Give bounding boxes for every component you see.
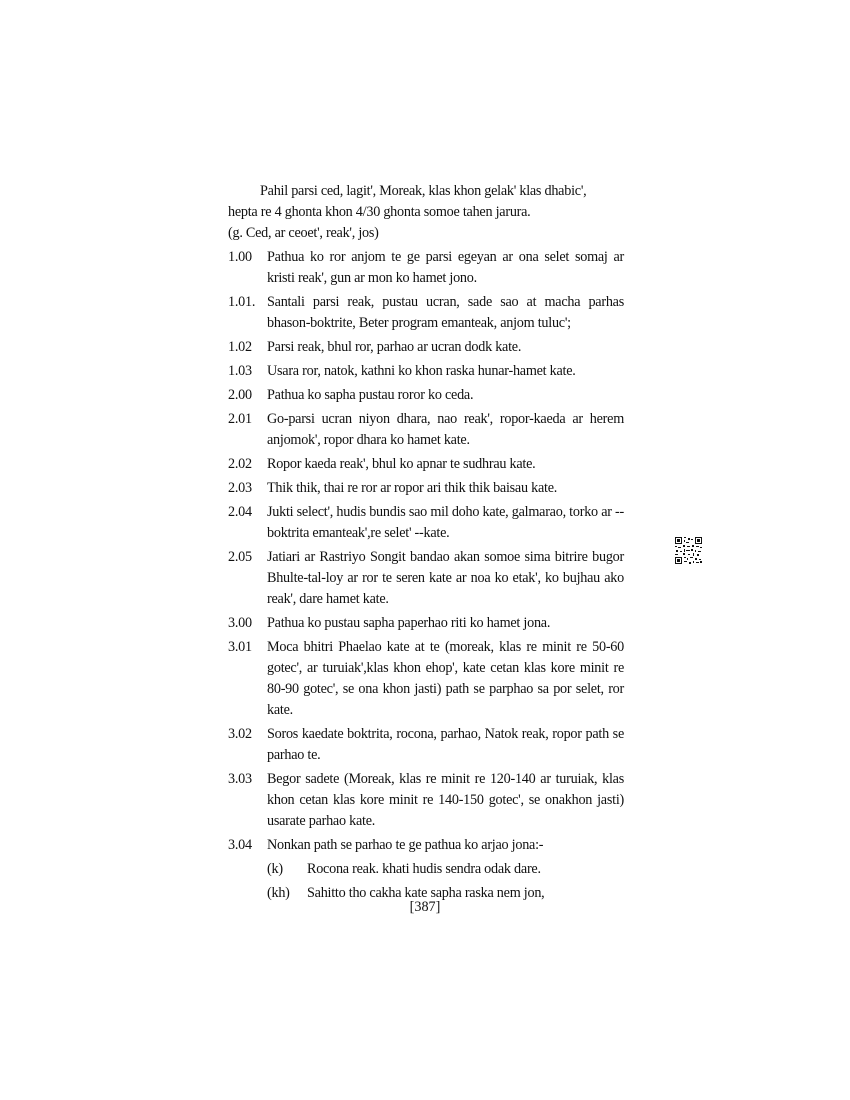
item-text: Begor sadete (Moreak, klas re minit re 120-140 ar turuiak, klas khon cetan klas kore minit re 140-150 gotec', se onakhon jasti) usarate parhao kate. — [267, 771, 624, 829]
list-item — [228, 637, 624, 721]
sub-item-label: (k) — [267, 861, 283, 877]
list-item — [228, 247, 624, 289]
intro-line-1: Pahil parsi ced, lagit', Moreak, klas khon gelak' klas dhabic', — [260, 183, 587, 199]
list-item — [228, 361, 624, 382]
list-item — [228, 292, 624, 334]
item-number: 1.02 — [228, 339, 252, 355]
item-number: 1.00 — [228, 249, 252, 265]
item-number: 3.00 — [228, 615, 252, 631]
sub-item-text: Rocona reak. khati hudis sendra odak dare. — [307, 861, 541, 877]
qr-code-icon — [675, 537, 702, 564]
sub-item-label: (kh) — [267, 885, 290, 901]
item-text: Soros kaedate boktrita, rocona, parhao, Natok reak, ropor path se parhao te. — [267, 726, 624, 763]
list-item — [228, 613, 624, 634]
item-number: 2.03 — [228, 480, 252, 496]
list-item — [228, 547, 624, 610]
item-number: 3.03 — [228, 771, 252, 787]
item-text: Parsi reak, bhul ror, parhao ar ucran dodk kate. — [267, 339, 522, 355]
list-item — [228, 769, 624, 832]
item-text: Pathua ko sapha pustau roror ko ceda. — [267, 387, 474, 403]
item-number: 1.01. — [228, 294, 256, 310]
item-text: Thik thik, thai re ror ar ropor ari thik thik baisau kate. — [267, 480, 558, 496]
item-number: 2.00 — [228, 387, 252, 403]
list-item — [228, 337, 624, 358]
list-item — [228, 385, 624, 406]
item-text: Go-parsi ucran niyon dhara, nao reak', ropor-kaeda ar herem anjomok', ropor dhara ko hamet kate. — [267, 411, 624, 448]
item-number: 1.03 — [228, 363, 252, 379]
item-number: 3.01 — [228, 639, 252, 655]
list-item — [228, 409, 624, 451]
intro-line-3: (g. Ced, ar ceoet', reak', jos) — [228, 225, 379, 241]
list-item — [228, 835, 624, 856]
item-text: Pathua ko pustau sapha paperhao riti ko hamet jona. — [267, 615, 551, 631]
item-number: 2.01 — [228, 411, 252, 427]
item-text: Pathua ko ror anjom te ge parsi egeyan ar ona selet somaj ar kristi reak', gun ar mon ko hamet jono. — [267, 249, 624, 286]
item-text: Nonkan path se parhao te ge pathua ko arjao jona:- — [267, 837, 544, 853]
item-number: 2.04 — [228, 504, 252, 520]
list-item — [228, 724, 624, 766]
sub-item-text: Sahitto tho cakha kate sapha raska nem jon, — [307, 885, 545, 901]
item-text: Usara ror, natok, kathni ko khon raska hunar-hamet kate. — [267, 363, 576, 379]
item-text: Moca bhitri Phaelao kate at te (moreak, klas re minit re 50-60 gotec', ar turuiak',klas khon ehop', kate cetan klas kore minit re 80-90 gotec', se ona khon jasti) path se parphao sa por selet, ror kate. — [267, 639, 624, 718]
item-text: Ropor kaeda reak', bhul ko apnar te sudhrau kate. — [267, 456, 536, 472]
item-text: Jatiari ar Rastriyo Songit bandao akan somoe sima bitrire bugor Bhulte-tal-loy ar ror te seren kate ar noa ko etak', ko bujhau ako reak', dare hamet kate. — [267, 549, 624, 607]
page-number: [387] — [409, 899, 441, 915]
item-number: 2.05 — [228, 549, 252, 565]
list-item — [228, 454, 624, 475]
sub-list-item — [267, 859, 624, 880]
item-number: 3.02 — [228, 726, 252, 742]
intro-line-2: hepta re 4 ghonta khon 4/30 ghonta somoe tahen jarura. — [228, 204, 531, 220]
item-text: Jukti select', hudis bundis sao mil doho kate, galmarao, torko ar --boktrita emanteak',re selet' --kate. — [267, 504, 624, 541]
item-text: Santali parsi reak, pustau ucran, sade sao at macha parhas bhason-boktrite, Beter program emanteak, anjom tuluc'; — [267, 294, 624, 331]
item-number: 2.02 — [228, 456, 252, 472]
page-body — [228, 181, 624, 904]
list-item — [228, 502, 624, 544]
item-number: 3.04 — [228, 837, 252, 853]
list-item — [228, 478, 624, 499]
